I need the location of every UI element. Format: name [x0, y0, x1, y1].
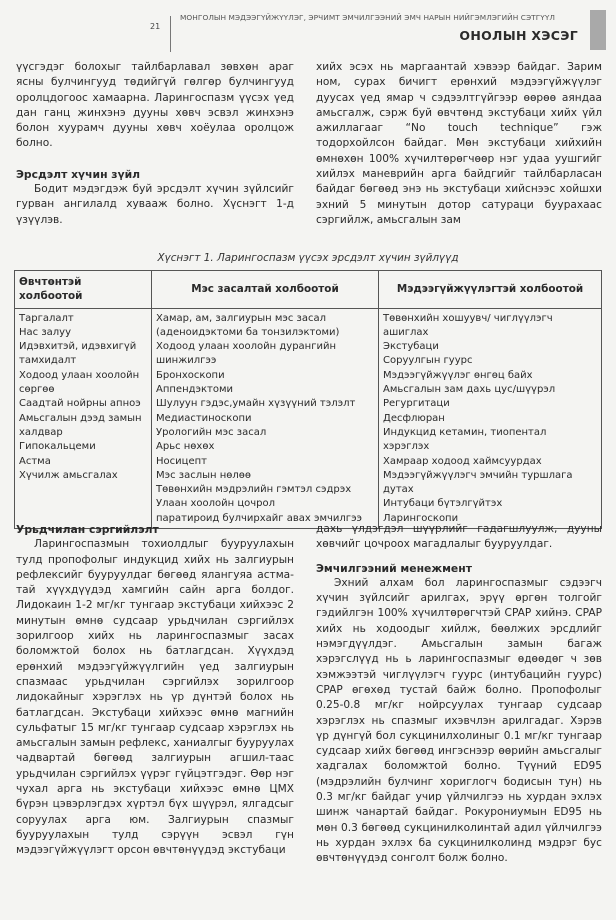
list-item: шинжилгээ [156, 355, 217, 367]
list-item: Медиастиноскопи [156, 412, 252, 424]
intro-paragraph: үүсгэдэг болохыг тайлбарлавал зөвхөн араг ясны булчингууд төдийгүй гөлгөр булчингууд оролцдогоос хамаарна. Ларингоспазм үүсэх үед дан ганц жинхэнэ дууны хөвч эсвэл жинхэнэ болон хуурамч дууны хөвч хоёулаа оролцож болно. [16, 61, 294, 150]
list-item: Төвөнхийн мэдрэлийн гэмтэл сэдрэх [156, 484, 352, 496]
section-title: ОНОЛЫН ХЭСЭГ [459, 28, 578, 43]
header-tab-marker [590, 10, 606, 50]
list-item: Бронхоскопи [156, 369, 225, 381]
table-row [15, 308, 602, 528]
list-item: Ходоод улаан хоолойн [19, 369, 140, 381]
list-item: Астма [19, 455, 51, 467]
list-item: Идэвхитэй, идэвхигүй [19, 341, 137, 353]
list-item: Соруулгын гуурс [383, 355, 473, 367]
list-item: ашиглах [383, 326, 429, 338]
list-item: сөргөө [19, 384, 55, 396]
list-item: Аппендэктоми [156, 384, 234, 396]
prevention-heading: Урьдчилан сэргийлэлт [16, 523, 159, 536]
list-item: Ходоод улаан хоолойн дурангийн [156, 341, 337, 353]
list-item: Регургитаци [383, 398, 450, 410]
list-item: тамхидалт [19, 355, 77, 367]
list-item: Улаан хоолойн цочрол [156, 498, 276, 510]
risk-factors-table [14, 270, 602, 529]
list-item: Шулуун гэдэс,умайн хүзүүний тэлэлт [156, 398, 356, 410]
table-caption: Хүснэгт 1. Ларингоспазм үүсэх эрсдэлт хүчин зүйлүүд [157, 252, 459, 264]
list-item: Төвөнхийн хошуувч/ чиглүүлэгч [383, 312, 553, 324]
list-item: Мэдээгүйжүүлэгч эмчийн туршлага [383, 469, 573, 481]
header-divider [170, 16, 171, 52]
management-paragraph: Эхний алхам бол ларингоспазмыг сэдээгч хүчин зүйлсийг арилгах, эрүү өргөн толгойг гэдийлгэн 100% хүчилтөрөгчтэй CPAP хийнэ. CPAP хийх нь ходоодыг хийлж, бөөлжих эрсдлийг нэмэгдүүлдэг. Амьсгалын замын багаж хэрэгслүүд нь ь ларингоспазмыг өдөөдөг ч зөв хэмжээтэй чиглүүлэгч гуурс (интубацийн гуурс) CPAP өгөхөд тустай байж болно. Пропофолыг 0.25-0.8 мг/кг нойрсуулах тунгаар судсаар хэрэглэх нь спазмыг ихэвчлэн арилгадаг. Хэрэв үр дүнгүй бол сукцинилхолиныг 0.1 мг/кг тунгаар судсаар хийх бөгөөд ингэснээр өөрийн амьсгалыг хадгалах боломжтой болно. Түүний ED95 (мэдрэлийн булчинг хориглогч бодисын тун) нь 0.3 мг/кг байдаг учир үйлчилгээ нь хурдан эхлэх шинж чанартай байдаг. Рокурониумын ED95 нь мөн 0.3 бөгөөд сукцинилколинтай адил үйлчилгээ нь хурдан эхлэх ба сукцинилколинд мэдрэг бус өвчтөнүүдэд сонголт болж болно. [316, 576, 602, 865]
table-header-row [15, 271, 602, 309]
list-item: Саадтай нойрны апноэ [19, 398, 141, 410]
list-item: хэрэглэх [383, 441, 430, 453]
page-header [0, 0, 616, 56]
journal-title: МОНГОЛЫН МЭДЭЭГҮЙЖҮҮЛЭГ, ЭРЧИМТ ЭМЧИЛГЭЭНИЙ ЭМЧ НАРЫН НИЙГЭМЛЭГИЙН СЭТГҮҮЛ [180, 13, 556, 22]
list-item: Хүчилж амьсгалах [19, 469, 118, 481]
list-item: дутах [383, 484, 414, 496]
list-item: Мэс заслын нөлөө [156, 469, 252, 481]
list-item: Экстубаци [383, 341, 439, 353]
list-item: Хамраар ходоод хаймсуурдах [383, 455, 542, 467]
right-column-bottom [316, 522, 602, 867]
list-item: паратироид булчирхайг авах эмчилгээ [156, 512, 363, 524]
prevention-paragraph: Ларингоспазмын тохиолдлыг бууруулахын тулд пропофолыг индукцид хийх нь залгиурын рефлексийг бууруулдаг бөгөөд ялангуяа астма-тай хүүхдүүдэд хамгийн сайн арга болдог. Лидокаин 1-2 мг/кг тунгаар экстубаци хийхээс 2 минутын өмнө судсаар урьдчилан сэргийлэх зорилгоор хийх нь ларингоспазмыг засах боломжтой болох нь батлагдсан. Хүүхдэд ерөнхий мэдээгүйжүүлгийн үед залгиурын спазмаас урьдчилан сэргийлэх зорилгоор лидокайныг хэрэглэх нь үр дүнтэй болох нь батлагдсан. Экстубаци хийхээс өмнө магнийн сульфатыг 15 мг/кг тунгаар судсаар хэрэглэх нь амьсгалын замын рефлекс, ханиалгыг бууруулах чадвартай бөгөөд залгиурын агшил-таас урьдчилан сэргийлэх үүрэг гүйцэтгэдэг. Өөр нэг чухал арга нь экстубаци хийхээс өмнө ЦМХ бүрэн цэвэрлэгдэх хүртэл бүх шүүрэл, ялгадсыг соруулах арга юм. Залгиурын спазмыг бууруулахын тулд сэрүүн эсвэл гүн мэдээгүйжүүлэгт орсон өвчтөнүүдэд экстубаци [16, 538, 294, 857]
anesthesia-factors-cell [379, 308, 602, 528]
list-item: Индукцид кетамин, тиопентал [383, 426, 547, 438]
patient-factors-cell [15, 308, 152, 528]
list-item: Десфлюран [383, 412, 445, 424]
column-header-surgery: Мэс засалтай холбоотой [152, 271, 379, 309]
page-number: 21 [150, 22, 161, 31]
list-item: Ларингоскопи [383, 512, 459, 524]
risk-factors-paragraph: Бодит мэдэгдэж буй эрсдэлт хүчин зүйлсийг гурван ангилалд хувааж болно. Хүснэгт 1-д үзүүлэв. [16, 183, 294, 226]
surgery-factors-cell [152, 308, 379, 528]
right-column-top [316, 60, 602, 228]
list-item: Нас залуу [19, 326, 71, 338]
left-column-top [16, 60, 294, 228]
list-item: (аденоидэктоми ба тонзилэктоми) [156, 326, 340, 338]
extubation-paragraph: хийх эсэх нь маргаантай хэвээр байдаг. Зарим ном, сурах бичигт ерөнхий мэдээгүйжүүлэг дуусах үед ямар ч сэдээлтгүйгээр өөрөө аяндаа амьсгалж, сэрж буй өвчтөнд экстубаци хийх үйл ажиллагааг “No touch technique” гэж тодорхойлсон байдаг. Мөн экстубаци хийхийн өмнөхөн 100% хүчилтөрөгчөөр нэг удаа уушгийг хийлэх маневрийн арга байдгийг тайлбарласан байдаг бөгөөд энэ нь экстубаци хийснээс хойшхи эхний 5 минутын дотор сатураци буурахаас сэргийлж, амьсгалын зам [316, 61, 602, 226]
management-heading: Эмчилгээний менежмент [316, 561, 472, 575]
list-item: Мэдээгүйжүүлэг өнгөц байх [383, 369, 533, 381]
list-item: Гипокальцеми [19, 441, 96, 453]
list-item: Хамар, ам, залгиурын мэс засал [156, 312, 327, 324]
left-column-bottom [16, 522, 294, 859]
column-header-anesthesia: Мэдээгүйжүүлэгтэй холбоотой [379, 271, 602, 309]
continuation-paragraph: дахь үлдэгдэл шүүрлийг гадагшлуулж, дууны хөвчийг цочроох магадлалыг бууруулдаг. [316, 523, 602, 551]
list-item: Амьсгалын зам дахь цус/шүүрэл [383, 384, 556, 396]
risk-factors-heading: Эрсдэлт хүчин зүйл [16, 167, 141, 181]
list-item: Амьсгалын дээд замын [19, 412, 142, 424]
list-item: Интубаци бүтэлгүйтэх [383, 498, 503, 510]
list-item: Таргалалт [19, 312, 74, 324]
list-item: Арьс нөхөх [156, 441, 215, 453]
list-item: халдвар [19, 426, 63, 438]
list-item: Урологийн мэс засал [156, 426, 267, 438]
list-item: Носицепт [156, 455, 207, 467]
column-header-patient: Өвчтөнтэй холбоотой [15, 271, 152, 309]
